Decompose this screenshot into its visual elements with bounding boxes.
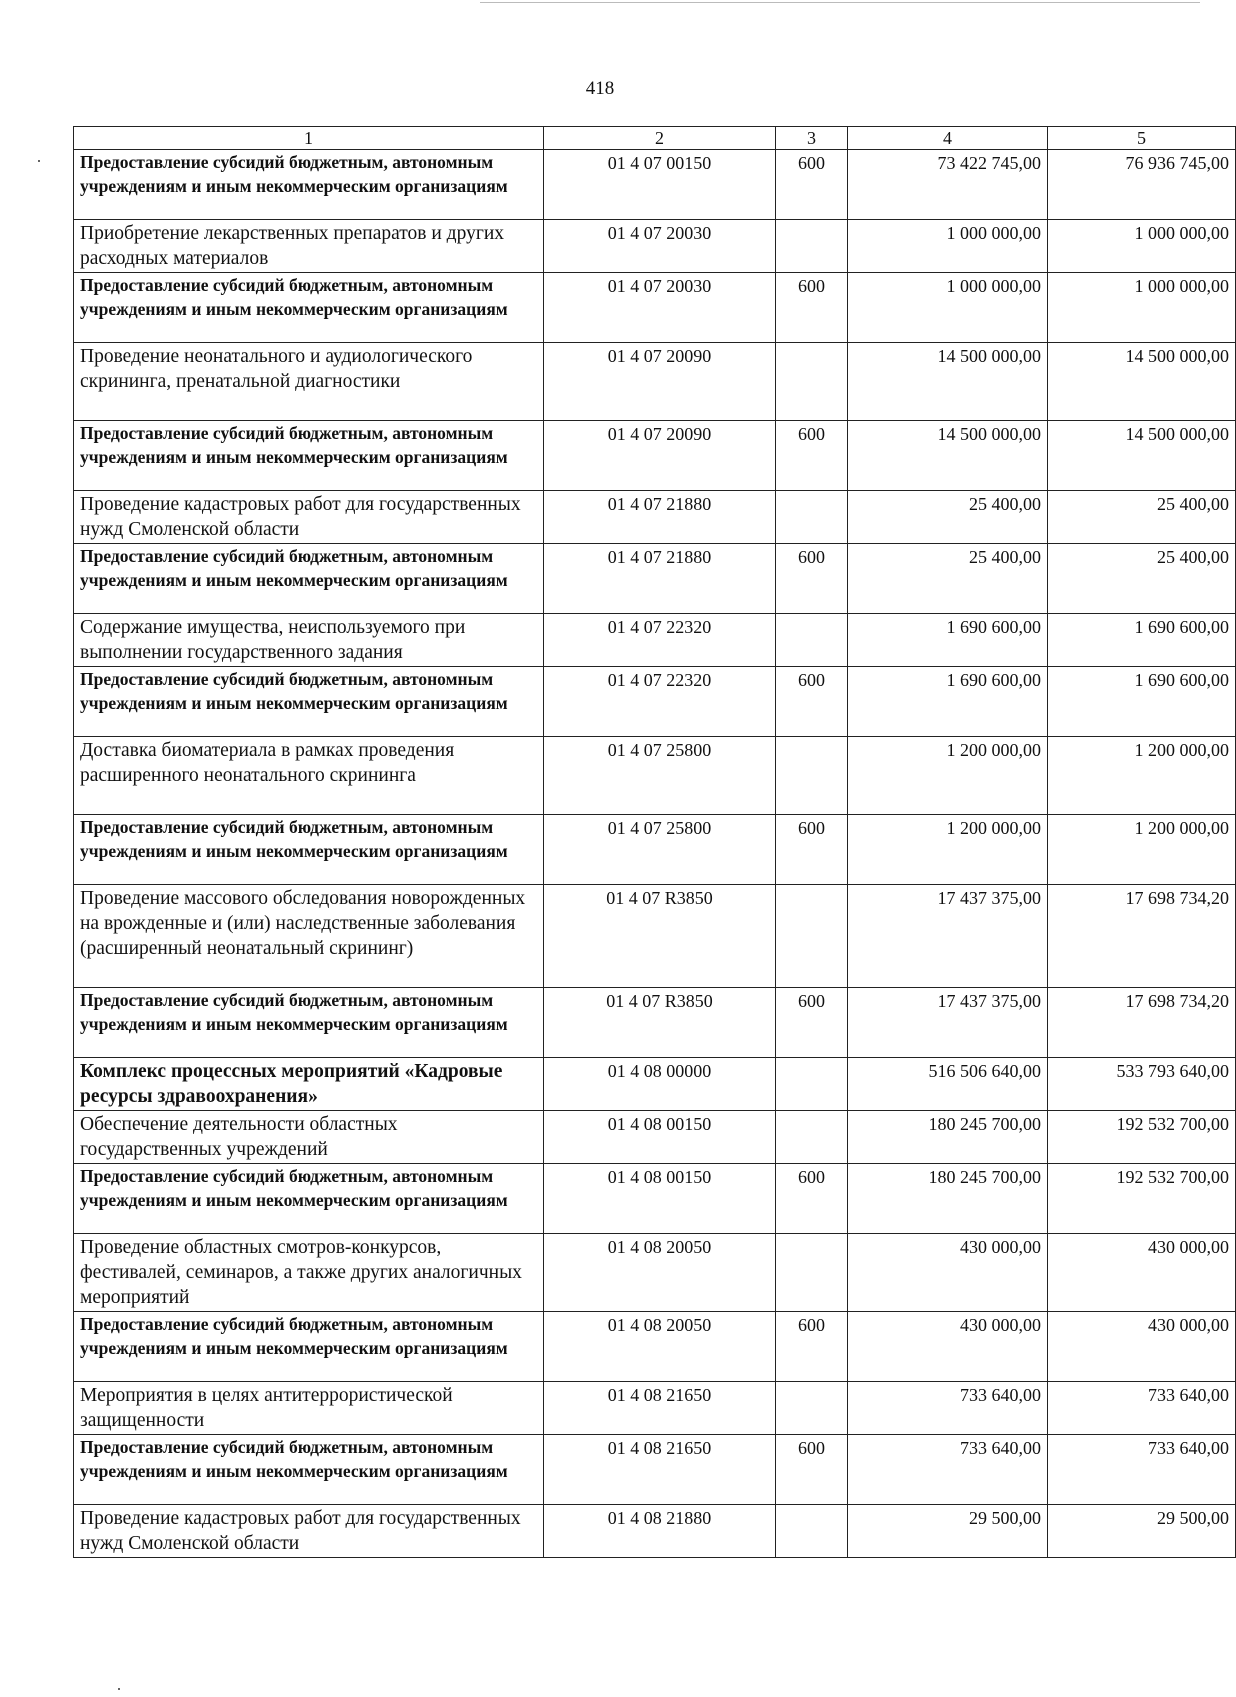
table-row — [74, 1505, 1236, 1558]
row-name-cell: Предоставление субсидий бюджетным, автономным учреждениям и иным некоммерческим организациям — [74, 1164, 544, 1234]
expense-type-cell: 600 — [776, 544, 848, 614]
amount-year1-cell: 29 500,00 — [848, 1505, 1048, 1558]
row-name-cell: Предоставление субсидий бюджетным, автономным учреждениям и иным некоммерческим организациям — [74, 273, 544, 343]
page-number: 418 — [585, 78, 615, 99]
table-row — [74, 1234, 1236, 1312]
expense-type-cell: 600 — [776, 1312, 848, 1382]
table-row — [74, 544, 1236, 614]
expense-type-cell: 600 — [776, 815, 848, 885]
amount-year2-cell: 1 200 000,00 — [1048, 737, 1236, 815]
target-code-cell: 01 4 07 00150 — [544, 150, 776, 220]
amount-year2-cell: 733 640,00 — [1048, 1435, 1236, 1505]
row-name-cell: Мероприятия в целях антитеррористической защищенности — [74, 1382, 544, 1435]
amount-year2-cell: 25 400,00 — [1048, 544, 1236, 614]
row-name-cell: Доставка биоматериала в рамках проведения расширенного неонатального скрининга — [74, 737, 544, 815]
target-code-cell: 01 4 07 20090 — [544, 421, 776, 491]
amount-year1-cell: 733 640,00 — [848, 1382, 1048, 1435]
expense-type-cell — [776, 1111, 848, 1164]
expense-type-cell — [776, 737, 848, 815]
amount-year1-cell: 430 000,00 — [848, 1312, 1048, 1382]
row-name-cell: Предоставление субсидий бюджетным, автономным учреждениям и иным некоммерческим организациям — [74, 1435, 544, 1505]
target-code-cell: 01 4 07 22320 — [544, 614, 776, 667]
table-row — [74, 1111, 1236, 1164]
target-code-cell: 01 4 08 00000 — [544, 1058, 776, 1111]
target-code-cell: 01 4 07 R3850 — [544, 988, 776, 1058]
target-code-cell: 01 4 07 22320 — [544, 667, 776, 737]
row-name-cell: Предоставление субсидий бюджетным, автономным учреждениям и иным некоммерческим организациям — [74, 988, 544, 1058]
table-row — [74, 737, 1236, 815]
row-name-cell: Приобретение лекарственных препаратов и других расходных материалов — [74, 220, 544, 273]
target-code-cell: 01 4 08 21650 — [544, 1435, 776, 1505]
table-row — [74, 1164, 1236, 1234]
amount-year2-cell: 29 500,00 — [1048, 1505, 1236, 1558]
expense-type-cell: 600 — [776, 421, 848, 491]
table-row — [74, 273, 1236, 343]
amount-year2-cell: 25 400,00 — [1048, 491, 1236, 544]
amount-year2-cell: 533 793 640,00 — [1048, 1058, 1236, 1111]
amount-year2-cell: 76 936 745,00 — [1048, 150, 1236, 220]
row-name-cell: Предоставление субсидий бюджетным, автономным учреждениям и иным некоммерческим организациям — [74, 815, 544, 885]
expense-type-cell — [776, 614, 848, 667]
target-code-cell: 01 4 07 21880 — [544, 491, 776, 544]
row-name-cell: Обеспечение деятельности областных государственных учреждений — [74, 1111, 544, 1164]
table-row — [74, 1382, 1236, 1435]
column-header: 5 — [1048, 127, 1236, 150]
amount-year1-cell: 180 245 700,00 — [848, 1164, 1048, 1234]
expense-type-cell — [776, 1505, 848, 1558]
amount-year2-cell: 430 000,00 — [1048, 1234, 1236, 1312]
amount-year1-cell: 1 000 000,00 — [848, 273, 1048, 343]
expense-type-cell — [776, 1058, 848, 1111]
amount-year2-cell: 192 532 700,00 — [1048, 1111, 1236, 1164]
row-name-cell: Предоставление субсидий бюджетным, автономным учреждениям и иным некоммерческим организациям — [74, 544, 544, 614]
target-code-cell: 01 4 08 20050 — [544, 1234, 776, 1312]
budget-table — [73, 126, 1236, 1558]
column-header: 1 — [74, 127, 544, 150]
amount-year2-cell: 1 000 000,00 — [1048, 273, 1236, 343]
amount-year2-cell: 14 500 000,00 — [1048, 343, 1236, 421]
expense-type-cell — [776, 1234, 848, 1312]
amount-year2-cell: 14 500 000,00 — [1048, 421, 1236, 491]
expense-type-cell — [776, 885, 848, 988]
amount-year1-cell: 733 640,00 — [848, 1435, 1048, 1505]
amount-year1-cell: 1 200 000,00 — [848, 737, 1048, 815]
table-row — [74, 491, 1236, 544]
target-code-cell: 01 4 07 R3850 — [544, 885, 776, 988]
table-row — [74, 1312, 1236, 1382]
amount-year1-cell: 180 245 700,00 — [848, 1111, 1048, 1164]
amount-year1-cell: 430 000,00 — [848, 1234, 1048, 1312]
table-body — [74, 150, 1236, 1558]
table-row — [74, 343, 1236, 421]
amount-year1-cell: 25 400,00 — [848, 544, 1048, 614]
amount-year1-cell: 14 500 000,00 — [848, 343, 1048, 421]
scan-edge-line — [480, 2, 1200, 3]
expense-type-cell: 600 — [776, 273, 848, 343]
target-code-cell: 01 4 07 21880 — [544, 544, 776, 614]
expense-type-cell — [776, 220, 848, 273]
target-code-cell: 01 4 08 21880 — [544, 1505, 776, 1558]
expense-type-cell: 600 — [776, 1164, 848, 1234]
table-row — [74, 667, 1236, 737]
row-name-cell: Проведение кадастровых работ для государственных нужд Смоленской области — [74, 1505, 544, 1558]
column-header: 4 — [848, 127, 1048, 150]
target-code-cell: 01 4 07 25800 — [544, 815, 776, 885]
amount-year2-cell: 17 698 734,20 — [1048, 988, 1236, 1058]
target-code-cell: 01 4 08 00150 — [544, 1111, 776, 1164]
target-code-cell: 01 4 07 20030 — [544, 220, 776, 273]
expense-type-cell — [776, 491, 848, 544]
table-row — [74, 1435, 1236, 1505]
expense-type-cell: 600 — [776, 150, 848, 220]
row-name-cell: Проведение кадастровых работ для государственных нужд Смоленской области — [74, 491, 544, 544]
amount-year1-cell: 1 690 600,00 — [848, 614, 1048, 667]
amount-year1-cell: 1 690 600,00 — [848, 667, 1048, 737]
row-name-cell: Комплекс процессных мероприятий «Кадровые ресурсы здравоохранения» — [74, 1058, 544, 1111]
amount-year1-cell: 1 000 000,00 — [848, 220, 1048, 273]
row-name-cell: Предоставление субсидий бюджетным, автономным учреждениям и иным некоммерческим организациям — [74, 421, 544, 491]
table-row — [74, 988, 1236, 1058]
table-row — [74, 150, 1236, 220]
target-code-cell: 01 4 08 00150 — [544, 1164, 776, 1234]
amount-year1-cell: 516 506 640,00 — [848, 1058, 1048, 1111]
table-row — [74, 815, 1236, 885]
target-code-cell: 01 4 07 20090 — [544, 343, 776, 421]
expense-type-cell: 600 — [776, 988, 848, 1058]
target-code-cell: 01 4 07 25800 — [544, 737, 776, 815]
amount-year2-cell: 1 000 000,00 — [1048, 220, 1236, 273]
row-name-cell: Предоставление субсидий бюджетным, автономным учреждениям и иным некоммерческим организациям — [74, 667, 544, 737]
row-name-cell: Проведение неонатального и аудиологического скрининга, пренатальной диагностики — [74, 343, 544, 421]
amount-year1-cell: 73 422 745,00 — [848, 150, 1048, 220]
table-row — [74, 220, 1236, 273]
row-name-cell: Предоставление субсидий бюджетным, автономным учреждениям и иным некоммерческим организациям — [74, 150, 544, 220]
row-name-cell: Предоставление субсидий бюджетным, автономным учреждениям и иным некоммерческим организациям — [74, 1312, 544, 1382]
row-name-cell: Содержание имущества, неиспользуемого при выполнении государственного задания — [74, 614, 544, 667]
amount-year1-cell: 14 500 000,00 — [848, 421, 1048, 491]
amount-year2-cell: 430 000,00 — [1048, 1312, 1236, 1382]
amount-year2-cell: 1 690 600,00 — [1048, 667, 1236, 737]
amount-year1-cell: 1 200 000,00 — [848, 815, 1048, 885]
column-header: 3 — [776, 127, 848, 150]
target-code-cell: 01 4 08 21650 — [544, 1382, 776, 1435]
amount-year2-cell: 17 698 734,20 — [1048, 885, 1236, 988]
target-code-cell: 01 4 07 20030 — [544, 273, 776, 343]
table-row — [74, 885, 1236, 988]
amount-year2-cell: 733 640,00 — [1048, 1382, 1236, 1435]
row-name-cell: Проведение областных смотров-конкурсов, фестивалей, семинаров, а также других аналогичных мероприятий — [74, 1234, 544, 1312]
expense-type-cell: 600 — [776, 667, 848, 737]
column-header: 2 — [544, 127, 776, 150]
expense-type-cell — [776, 343, 848, 421]
expense-type-cell: 600 — [776, 1435, 848, 1505]
amount-year1-cell: 17 437 375,00 — [848, 885, 1048, 988]
amount-year1-cell: 17 437 375,00 — [848, 988, 1048, 1058]
column-number-row — [74, 127, 1236, 150]
target-code-cell: 01 4 08 20050 — [544, 1312, 776, 1382]
amount-year2-cell: 1 690 600,00 — [1048, 614, 1236, 667]
table-row — [74, 1058, 1236, 1111]
row-name-cell: Проведение массового обследования новорожденных на врожденные и (или) наследственные заболевания (расширенный неонатальный скрининг) — [74, 885, 544, 988]
table-row — [74, 421, 1236, 491]
expense-type-cell — [776, 1382, 848, 1435]
scan-speck — [118, 1688, 120, 1690]
amount-year2-cell: 192 532 700,00 — [1048, 1164, 1236, 1234]
scan-speck — [38, 160, 40, 162]
amount-year1-cell: 25 400,00 — [848, 491, 1048, 544]
table-row — [74, 614, 1236, 667]
amount-year2-cell: 1 200 000,00 — [1048, 815, 1236, 885]
